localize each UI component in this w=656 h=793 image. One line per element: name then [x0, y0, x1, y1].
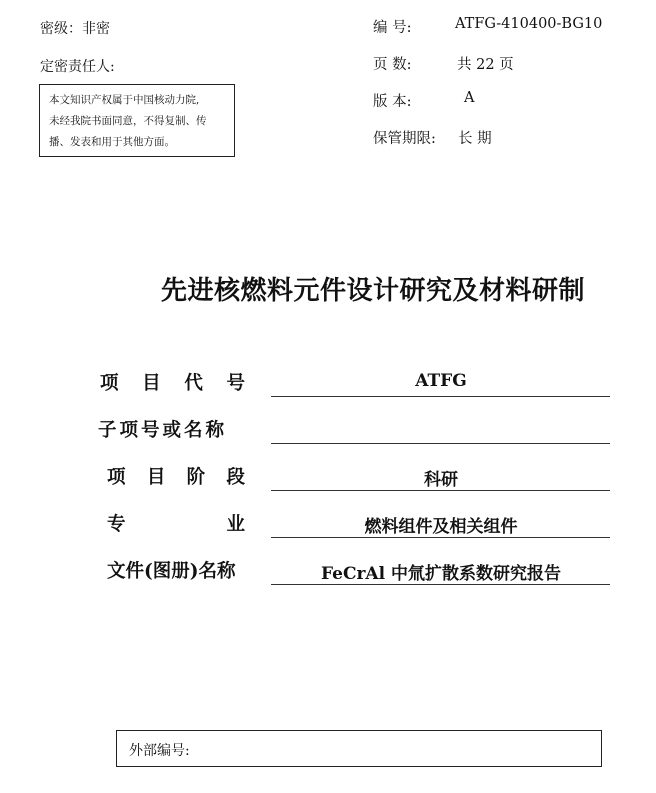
version-value: A — [464, 90, 475, 106]
external-number-label: 外部编号: — [129, 743, 190, 759]
notice-line: 本文知识产权属于中国核动力院, — [49, 94, 200, 106]
file-name-value: FeCrAl 中氚扩散系数研究报告 — [320, 564, 561, 584]
file-name-underline — [271, 584, 610, 585]
project-code-label: 项 目 代 号 — [100, 373, 245, 394]
retention-value: 长 期 — [458, 131, 492, 147]
subproject-label: 子项号或名称 — [98, 420, 228, 441]
specialty-underline — [271, 537, 610, 538]
retention-label: 保管期限: — [373, 131, 436, 147]
file-name-label: 文件(图册)名称 — [107, 561, 236, 582]
subproject-underline — [271, 443, 610, 444]
project-code-value: ATFG — [415, 371, 467, 391]
project-stage-label: 项 目 阶 段 — [107, 467, 245, 488]
number-value: ATFG-410400-BG10 — [455, 16, 603, 32]
specialty-label: 专 业 — [107, 514, 245, 535]
notice-line: 播、发表和用于其他方面。 — [49, 136, 175, 148]
notice-line: 未经我院书面同意，不得复制、传 — [49, 115, 207, 127]
classification-text: 密级：非密 — [40, 21, 110, 37]
pages-value: 共 22 页 — [457, 57, 514, 73]
project-stage-value: 科研 — [424, 470, 458, 490]
project-stage-underline — [271, 490, 610, 491]
specialty-value: 燃料组件及相关组件 — [364, 517, 518, 537]
external-number-box — [116, 730, 602, 767]
number-label: 编 号: — [373, 20, 412, 36]
project-code-underline — [271, 396, 610, 397]
pages-label: 页 数: — [373, 57, 412, 73]
ip-notice-box — [39, 84, 235, 157]
document-title: 先进核燃料元件设计研究及材料研制 — [161, 276, 586, 306]
responsible-person-label: 定密责任人: — [40, 59, 115, 75]
version-label: 版 本: — [373, 94, 412, 110]
